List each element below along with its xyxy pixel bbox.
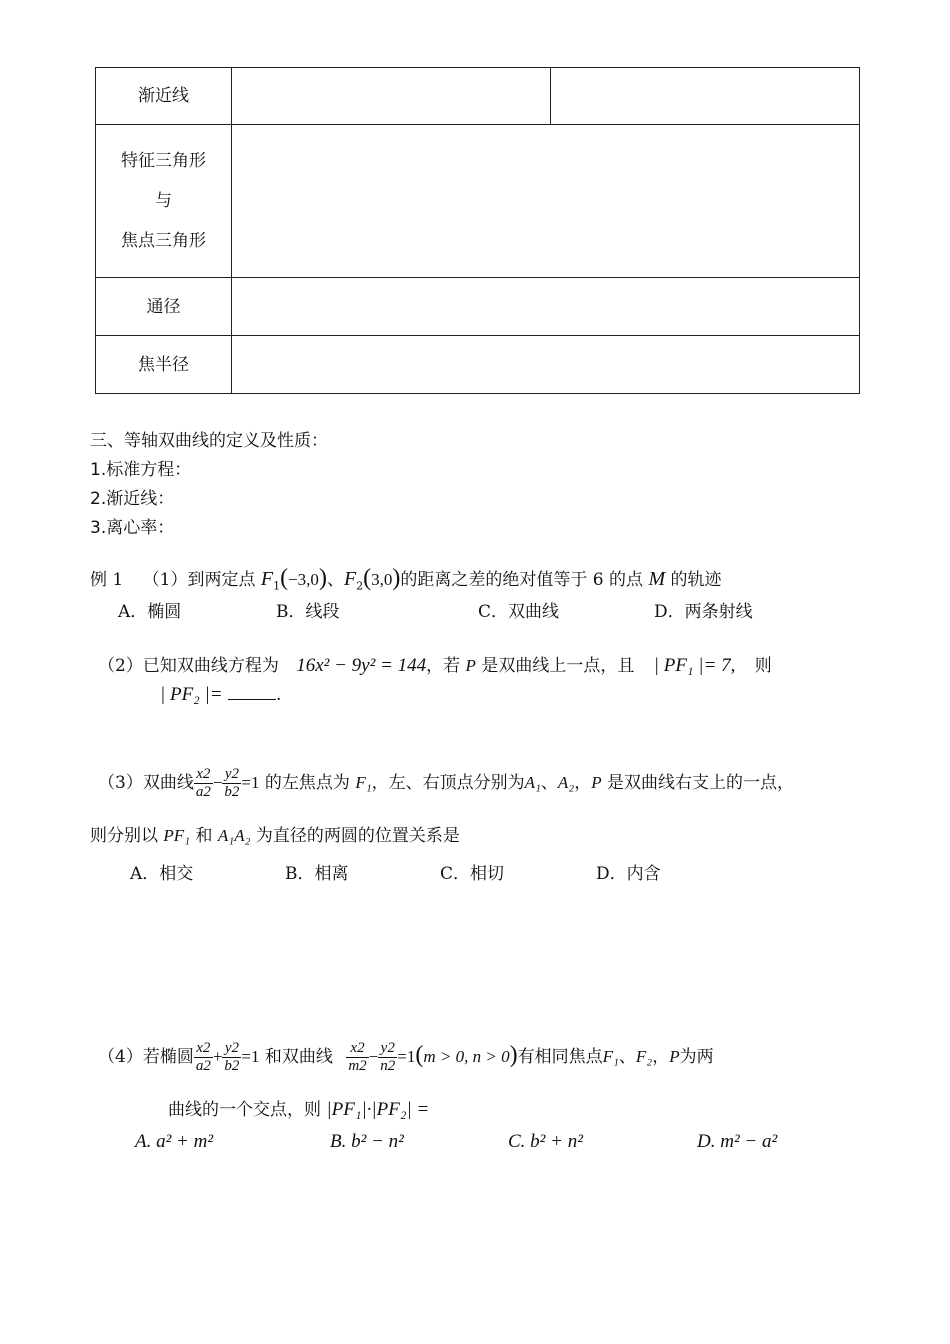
point-p: P xyxy=(669,1047,680,1066)
question-2-line-2 xyxy=(160,684,281,706)
label-line: 焦点三角形 xyxy=(121,231,206,251)
point-p: P xyxy=(465,656,476,675)
segment-pf1: PF₁ xyxy=(163,826,191,845)
condition: m > 0, n > 0 xyxy=(423,1047,510,1066)
numerator: x2 xyxy=(194,766,213,784)
subscript: 2 xyxy=(356,579,364,593)
option: C．相切 xyxy=(440,864,505,884)
point-m: M xyxy=(648,568,666,590)
table-row xyxy=(96,68,860,125)
question-text: 为直径的两圆的位置关系是 xyxy=(255,826,460,846)
answer-blank[interactable] xyxy=(228,685,276,700)
table-row xyxy=(96,336,860,394)
equation: 16x² − 9y² = 144 xyxy=(296,655,427,676)
row-label-triangles xyxy=(96,125,232,278)
question-text: ， xyxy=(652,1047,670,1067)
question-text: ，若 xyxy=(426,656,461,676)
question-text: 为两 xyxy=(679,1047,714,1067)
option: B．线段 xyxy=(276,602,340,622)
option: D．两条射线 xyxy=(654,602,753,622)
point-p: P xyxy=(591,773,602,792)
question-text: 的左焦点为 xyxy=(264,773,350,793)
question-text: ， xyxy=(574,773,592,793)
blank-cell xyxy=(232,278,860,336)
example-tag: 例 1 xyxy=(90,570,124,590)
question-text: 则分别以 xyxy=(90,826,158,846)
numerator: y2 xyxy=(222,1040,241,1058)
question-number: （2） xyxy=(98,656,143,676)
focal-product: |PF₁|·|PF₂| = xyxy=(326,1099,430,1120)
numerator: y2 xyxy=(222,766,241,784)
blank-cell xyxy=(232,125,860,278)
option: B．相离 xyxy=(285,864,349,884)
label-line: 特征三角形 xyxy=(121,151,206,171)
section-heading: 三、等轴双曲线的定义及性质： xyxy=(90,431,328,451)
question-text: 则 xyxy=(754,656,772,676)
focus-f1: F₁ xyxy=(355,773,372,792)
question-number: （3） xyxy=(98,773,143,793)
question-1: 例 1 （1）到两定点 $F_1(-3,0)$、$F_2(3,0)$的距离之差的绝对值等于 6 的点 M 的轨迹 xyxy=(90,565,722,593)
fraction xyxy=(346,1040,368,1075)
list-item: 1.标准方程： xyxy=(90,460,192,480)
blank-cell xyxy=(232,336,860,394)
question-text: 和双曲线 xyxy=(264,1047,333,1067)
option: A．相交 xyxy=(130,864,194,884)
row-label-focal-radius: 焦半径 xyxy=(96,336,232,394)
hyperbola-properties-table xyxy=(95,67,860,394)
numerator: x2 xyxy=(346,1040,368,1058)
distance-pf2: | PF₂ |= xyxy=(160,684,223,705)
question-text: 若椭圆 xyxy=(142,1047,194,1067)
fraction xyxy=(194,766,213,801)
question-text: 是双曲线右支上的一点， xyxy=(607,773,795,793)
separator: 、 xyxy=(618,1047,636,1067)
question-text: 的距离之差的绝对值等于 6 的点 xyxy=(400,570,644,590)
denominator: m2 xyxy=(348,1058,367,1074)
fraction xyxy=(222,1040,241,1075)
coordinate: −3,0 xyxy=(288,570,319,589)
numerator: x2 xyxy=(194,1040,213,1058)
question-number: （1） xyxy=(142,570,188,590)
subscript: 1 xyxy=(273,579,281,593)
option: C．双曲线 xyxy=(478,602,560,622)
question-text: 有相同焦点 xyxy=(517,1047,603,1067)
row-label-asymptote: 渐近线 xyxy=(96,68,232,125)
focus-f1: F xyxy=(260,568,274,590)
option: D．内含 xyxy=(596,864,661,884)
denominator: b2 xyxy=(224,1058,240,1074)
separator: 、 xyxy=(540,773,558,793)
focus-f2: F₂ xyxy=(635,1047,653,1066)
fraction xyxy=(378,1040,397,1075)
distance-pf1: | PF₁ |= 7, xyxy=(653,655,736,676)
question-3-line-2 xyxy=(90,821,460,846)
question-text: 是双曲线上一点，且 xyxy=(481,656,635,676)
option: C. b² + n² xyxy=(508,1131,583,1152)
table-row xyxy=(96,125,860,278)
question-text: 曲线的一个交点，则 xyxy=(168,1100,321,1120)
question-text: 和 xyxy=(195,826,213,846)
minus-sign: − xyxy=(368,1047,379,1066)
segment-a1a2: A₁A₂ xyxy=(217,826,251,845)
question-text: 到两定点 xyxy=(187,570,256,590)
blank-cell xyxy=(232,68,551,125)
option: A．椭圆 xyxy=(118,602,182,622)
question-text: ，左、右顶点分别为 xyxy=(371,773,525,793)
question-2 xyxy=(98,651,772,677)
minus-sign: − xyxy=(212,773,223,792)
denominator: a2 xyxy=(195,1058,211,1074)
coordinate: 3,0 xyxy=(371,570,393,589)
blank-cell xyxy=(551,68,860,125)
denominator: n2 xyxy=(380,1058,396,1074)
list-item: 2.渐近线： xyxy=(90,489,175,509)
list-item: 3.离心率： xyxy=(90,518,175,538)
option: D. m² − a² xyxy=(697,1131,778,1152)
period: . xyxy=(276,685,282,705)
option: A. a² + m² xyxy=(135,1131,214,1152)
equals: =1 xyxy=(241,1047,260,1066)
denominator: a2 xyxy=(195,784,211,800)
numerator: y2 xyxy=(378,1040,397,1058)
separator: 、 xyxy=(326,570,344,590)
option: B. b² − n² xyxy=(330,1131,404,1152)
denominator: b2 xyxy=(224,784,240,800)
vertex-a1: A₁ xyxy=(524,773,541,792)
label-line: 与 xyxy=(155,191,172,211)
fraction xyxy=(222,766,241,801)
question-4-line-2 xyxy=(168,1095,429,1121)
plus-sign: + xyxy=(212,1047,223,1066)
equals: =1 xyxy=(241,773,260,792)
focus-f2: F xyxy=(343,568,357,590)
equals: =1 xyxy=(397,1047,416,1066)
question-text: 双曲线 xyxy=(142,773,194,793)
question-number: （4） xyxy=(98,1047,143,1067)
table-row xyxy=(96,278,860,336)
vertex-a2: A₂ xyxy=(557,773,575,792)
focus-f1: F₁ xyxy=(602,1047,619,1066)
question-4: （4）若椭圆 $\frac{x2}{a2}$ + $\frac{y2}{b2}$ =1 和双曲线 $\frac{x2}{m2}$ − $\frac{y2}{n2}$ =1(m > 0, n > 0)有相同焦点F₁、F₂，P为两 xyxy=(98,1040,714,1074)
row-label-latus-rectum: 通径 xyxy=(96,278,232,336)
question-text: 的轨迹 xyxy=(670,570,722,590)
fraction xyxy=(194,1040,213,1075)
question-text: 已知双曲线方程为 xyxy=(142,656,279,676)
question-3 xyxy=(98,766,794,801)
